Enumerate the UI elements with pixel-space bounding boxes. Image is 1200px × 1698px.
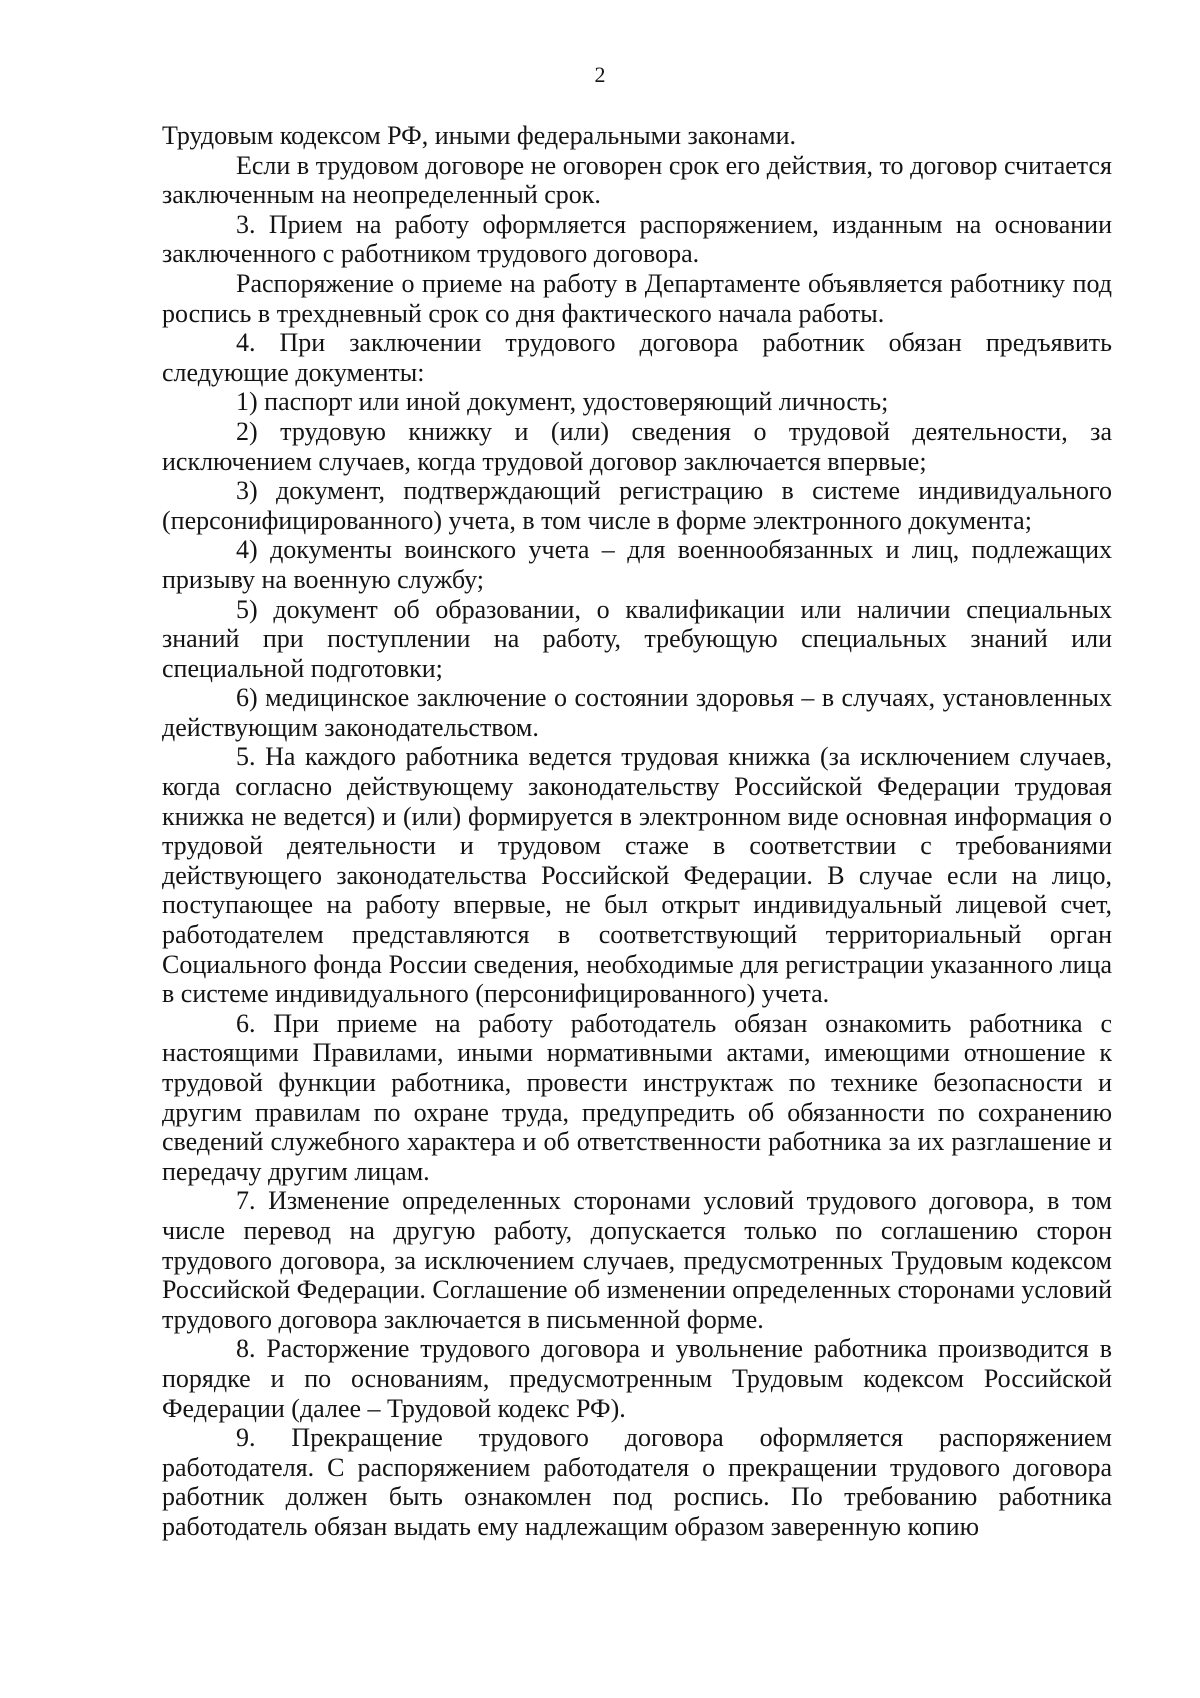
list-item-military-documents: 4) документы воинского учета – для военнообязанных и лиц, подлежащих призыву на военную службу; xyxy=(162,535,1112,594)
paragraph-5-work-book: 5. На каждого работника ведется трудовая книжка (за исключением случаев, когда согласно действующему законодательству Российской Федерации трудовая книжка не ведется) и (или) формируется в электронном виде основная информация о трудовой деятельности и трудовом стаже в соответствии с требованиями действующего законодательства Российской Федерации. В случае если на лицо, поступающее на работу впервые, не был открыт индивидуальный лицевой счет, работодателем представляются в соответствующий территориальный орган Социального фонда России сведения, необходимые для регистрации указанного лица в системе индивидуального (персонифицированного) учета. xyxy=(162,742,1112,1009)
list-item-medical-certificate: 6) медицинское заключение о состоянии здоровья – в случаях, установленных действующим законодательством. xyxy=(162,683,1112,742)
paragraph-9-termination-order: 9. Прекращение трудового договора оформляется распоряжением работодателя. С распоряжением работодателя о прекращении трудового договора работник должен быть ознакомлен под роспись. По требованию работника работодатель обязан выдать ему надлежащим образом заверенную копию xyxy=(162,1423,1112,1541)
page-number: 2 xyxy=(594,62,606,87)
list-item-work-book: 2) трудовую книжку и (или) сведения о трудовой деятельности, за исключением случаев, когда трудовой договор заключается впервые; xyxy=(162,416,1112,476)
document-body xyxy=(162,121,1112,1542)
paragraph-6-familiarization: 6. При приеме на работу работодатель обязан ознакомить работника с настоящими Правилами, иными нормативными актами, имеющими отношение к трудовой функции работника, провести инструктаж по технике безопасности и другим правилам по охране труда, предупредить об обязанности по сохранению сведений служебного характера и об ответственности работника за их разглашение и передачу другим лицам. xyxy=(162,1008,1112,1186)
list-item-passport: 1) паспорт или иной документ, удостоверяющий личность; xyxy=(236,387,889,417)
paragraph-3-hiring-order: 3. Прием на работу оформляется распоряжением, изданным на основании заключенного с работником трудового договора. xyxy=(162,209,1112,269)
paragraph-order-announcement: Распоряжение о приеме на работу в Департаменте объявляется работнику под роспись в трехдневный срок со дня фактического начала работы. xyxy=(162,268,1112,328)
paragraph-continuation: Трудовым кодексом РФ, иными федеральными законами. xyxy=(162,121,796,150)
paragraph-8-termination: 8. Расторжение трудового договора и увольнение работника производится в порядке и по основаниям, предусмотренным Трудовым кодексом Российской Федерации (далее – Трудовой кодекс РФ). xyxy=(162,1334,1112,1423)
paragraph-term-of-contract: Если в трудовом договоре не оговорен срок его действия, то договор считается заключенным на неопределенный срок. xyxy=(162,150,1112,210)
paragraph-7-contract-changes: 7. Изменение определенных сторонами условий трудового договора, в том числе перевод на другую работу, допускается только по соглашению сторон трудового договора, за исключением случаев, предусмотренных Трудовым кодексом Российской Федерации. Соглашение об изменении определенных сторонами условий трудового договора заключается в письменной форме. xyxy=(162,1186,1112,1334)
list-item-registration-document: 3) документ, подтверждающий регистрацию в системе индивидуального (персонифицированного) учета, в том числе в форме электронного документа; xyxy=(162,476,1112,535)
list-item-education-document: 5) документ об образовании, о квалификации или наличии специальных знаний при поступлении на работу, требующую специальных знаний или специальной подготовки; xyxy=(162,594,1112,683)
paragraph-4-required-documents: 4. При заключении трудового договора работник обязан предъявить следующие документы: xyxy=(162,328,1112,387)
